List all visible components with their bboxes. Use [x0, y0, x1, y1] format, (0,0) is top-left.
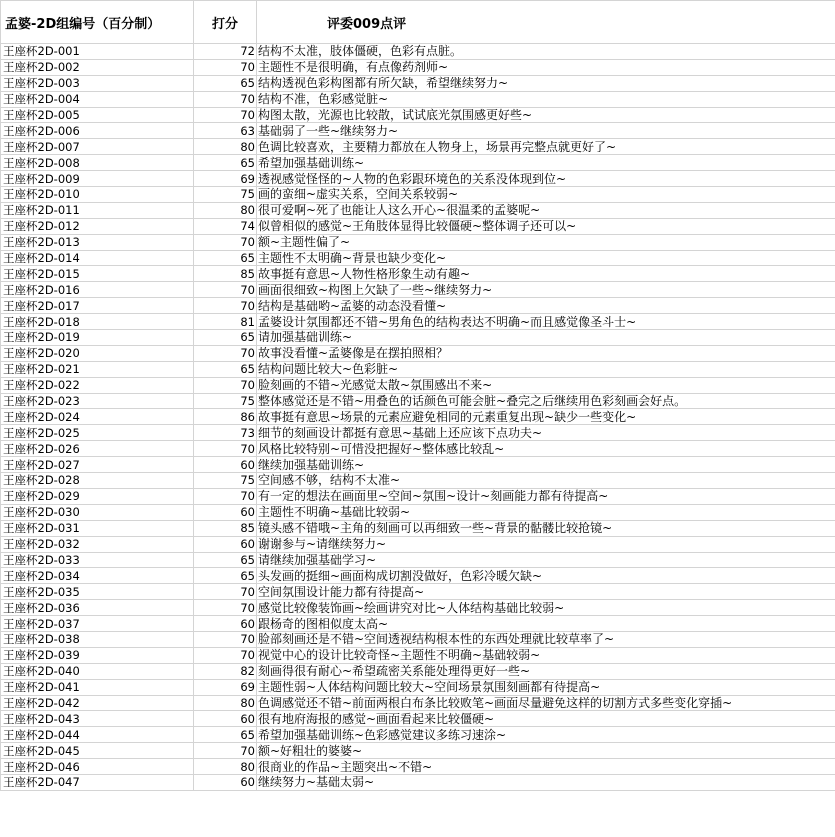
id-cell[interactable]: 王座杯2D-041 [1, 679, 194, 695]
comment-cell[interactable]: 风格比较特别~可惜没把握好~整体感比较乱~ [257, 441, 835, 457]
score-cell[interactable]: 65 [194, 552, 257, 568]
table-row [1, 187, 835, 203]
table-row [1, 631, 835, 647]
id-cell[interactable]: 王座杯2D-012 [1, 218, 194, 234]
id-cell[interactable]: 王座杯2D-025 [1, 425, 194, 441]
score-cell[interactable]: 72 [194, 44, 257, 60]
score-cell[interactable]: 65 [194, 75, 257, 91]
id-cell[interactable]: 王座杯2D-047 [1, 774, 194, 790]
score-cell[interactable]: 60 [194, 711, 257, 727]
comment-cell[interactable]: 请继续加强基础学习~ [257, 552, 835, 568]
table-row [1, 488, 835, 504]
score-cell[interactable]: 81 [194, 314, 257, 330]
table-row [1, 441, 835, 457]
comment-cell[interactable]: 色调感觉还不错~前面两根白布条比较败笔~画面尽量避免这样的切割方式多些变化穿插~ [257, 695, 835, 711]
table-row [1, 234, 835, 250]
comment-cell[interactable]: 希望加强基础训练~ [257, 155, 835, 171]
table-row [1, 568, 835, 584]
table-row [1, 647, 835, 663]
comment-cell[interactable]: 结构不准，色彩感觉脏~ [257, 91, 835, 107]
score-cell[interactable]: 70 [194, 345, 257, 361]
table-row [1, 330, 835, 346]
comment-cell[interactable]: 结构不太准，肢体僵硬，色彩有点脏。 [257, 44, 835, 60]
score-cell[interactable]: 70 [194, 91, 257, 107]
id-cell[interactable]: 王座杯2D-036 [1, 600, 194, 616]
id-cell[interactable]: 王座杯2D-035 [1, 584, 194, 600]
score-cell[interactable]: 65 [194, 250, 257, 266]
id-cell[interactable]: 王座杯2D-020 [1, 345, 194, 361]
comment-cell[interactable]: 画的蛮细~虚实关系，空间关系较弱~ [257, 187, 835, 203]
comment-cell[interactable]: 整体感觉还是不错~用叠色的话颜色可能会脏~叠完之后继续用色彩刻画会好点。 [257, 393, 835, 409]
table-row [1, 600, 835, 616]
id-cell[interactable]: 王座杯2D-007 [1, 139, 194, 155]
comment-cell[interactable]: 脸刻画的不错~光感觉太散~氛围感出不来~ [257, 377, 835, 393]
id-cell[interactable]: 王座杯2D-006 [1, 123, 194, 139]
table-row [1, 75, 835, 91]
score-cell[interactable]: 65 [194, 568, 257, 584]
comment-cell[interactable]: 刻画得很有耐心~希望疏密关系能处理得更好一些~ [257, 663, 835, 679]
table-row [1, 743, 835, 759]
id-cell[interactable]: 王座杯2D-042 [1, 695, 194, 711]
comment-cell[interactable]: 透视感觉怪怪的~人物的色彩跟环境色的关系没体现到位~ [257, 171, 835, 187]
table-row [1, 727, 835, 743]
comment-cell[interactable]: 跟杨奇的图相似度太高~ [257, 616, 835, 632]
id-cell[interactable]: 王座杯2D-031 [1, 520, 194, 536]
table-row [1, 314, 835, 330]
comment-cell[interactable]: 空间感不够，结构不太准~ [257, 473, 835, 489]
comment-cell[interactable]: 构图太散，光源也比较散，试试底光氛围感更好些~ [257, 107, 835, 123]
comment-cell[interactable]: 很有地府海报的感觉~画面看起来比较僵硬~ [257, 711, 835, 727]
table-row [1, 425, 835, 441]
comment-cell[interactable]: 希望加强基础训练~色彩感觉建议多练习速涂~ [257, 727, 835, 743]
table-row [1, 139, 835, 155]
comment-cell[interactable]: 似曾相似的感觉~王角肢体显得比较僵硬~整体调子还可以~ [257, 218, 835, 234]
id-cell[interactable]: 王座杯2D-019 [1, 330, 194, 346]
table-row [1, 679, 835, 695]
id-cell[interactable]: 王座杯2D-001 [1, 44, 194, 60]
table-row [1, 504, 835, 520]
score-cell[interactable]: 69 [194, 171, 257, 187]
comment-cell[interactable]: 继续努力~基础太弱~ [257, 774, 835, 790]
comment-cell[interactable]: 头发画的挺细~画面构成切割没做好，色彩冷暖欠缺~ [257, 568, 835, 584]
id-cell[interactable]: 王座杯2D-011 [1, 202, 194, 218]
table-row [1, 202, 835, 218]
comment-cell[interactable]: 额~主题性偏了~ [257, 234, 835, 250]
comment-cell[interactable]: 主题性不明确~基础比较弱~ [257, 504, 835, 520]
table-row [1, 457, 835, 473]
header-row [1, 1, 835, 44]
score-cell[interactable]: 75 [194, 393, 257, 409]
score-cell[interactable]: 70 [194, 600, 257, 616]
id-cell[interactable]: 王座杯2D-037 [1, 616, 194, 632]
comment-cell[interactable]: 很商业的作品~主题突出~不错~ [257, 759, 835, 775]
comment-cell[interactable]: 故事挺有意思~场景的元素应避免相同的元素重复出现~缺少一些变化~ [257, 409, 835, 425]
score-cell[interactable]: 65 [194, 727, 257, 743]
comment-cell[interactable]: 视觉中心的设计比较奇怪~主题性不明确~基础较弱~ [257, 647, 835, 663]
score-cell[interactable]: 70 [194, 743, 257, 759]
score-cell[interactable]: 70 [194, 441, 257, 457]
comment-cell[interactable]: 故事挺有意思~人物性格形象生动有趣~ [257, 266, 835, 282]
id-cell[interactable]: 王座杯2D-009 [1, 171, 194, 187]
id-cell[interactable]: 王座杯2D-023 [1, 393, 194, 409]
table-row [1, 59, 835, 75]
score-cell[interactable]: 63 [194, 123, 257, 139]
id-cell[interactable]: 王座杯2D-017 [1, 298, 194, 314]
table-row [1, 282, 835, 298]
score-cell[interactable]: 60 [194, 616, 257, 632]
id-cell[interactable]: 王座杯2D-024 [1, 409, 194, 425]
score-cell[interactable]: 70 [194, 282, 257, 298]
comment-cell[interactable]: 故事没看懂~孟婆像是在摆拍照相？ [257, 345, 835, 361]
score-cell[interactable]: 70 [194, 488, 257, 504]
score-cell[interactable]: 85 [194, 520, 257, 536]
id-cell[interactable]: 王座杯2D-029 [1, 488, 194, 504]
table-row [1, 91, 835, 107]
id-cell[interactable]: 王座杯2D-016 [1, 282, 194, 298]
score-cell[interactable]: 86 [194, 409, 257, 425]
table-row [1, 377, 835, 393]
header-id-cell[interactable]: 孟婆-2D组编号（百分制） [1, 1, 194, 44]
id-cell[interactable]: 王座杯2D-014 [1, 250, 194, 266]
table-row [1, 218, 835, 234]
comment-cell[interactable]: 结构问题比较大~色彩脏~ [257, 361, 835, 377]
table-row [1, 123, 835, 139]
table-row [1, 536, 835, 552]
header-comment-cell[interactable]: 评委009点评 [257, 1, 835, 44]
score-cell[interactable]: 73 [194, 425, 257, 441]
id-cell[interactable]: 王座杯2D-004 [1, 91, 194, 107]
id-cell[interactable]: 王座杯2D-008 [1, 155, 194, 171]
score-cell[interactable]: 65 [194, 155, 257, 171]
table-row [1, 171, 835, 187]
score-cell[interactable]: 65 [194, 330, 257, 346]
comment-cell[interactable]: 请加强基础训练~ [257, 330, 835, 346]
id-cell[interactable]: 王座杯2D-022 [1, 377, 194, 393]
comment-cell[interactable]: 谢谢参与~请继续努力~ [257, 536, 835, 552]
comment-cell[interactable]: 很可爱啊~死了也能让人这么开心~很温柔的孟婆呢~ [257, 202, 835, 218]
score-cell[interactable]: 70 [194, 647, 257, 663]
table-row [1, 520, 835, 536]
score-cell[interactable]: 60 [194, 457, 257, 473]
comment-cell[interactable]: 主题性不太明确~背景也缺少变化~ [257, 250, 835, 266]
score-cell[interactable]: 65 [194, 361, 257, 377]
id-cell[interactable]: 王座杯2D-045 [1, 743, 194, 759]
id-cell[interactable]: 王座杯2D-033 [1, 552, 194, 568]
table-row [1, 759, 835, 775]
table-row [1, 107, 835, 123]
table-row [1, 552, 835, 568]
id-cell[interactable]: 王座杯2D-013 [1, 234, 194, 250]
table-row [1, 250, 835, 266]
score-cell[interactable]: 70 [194, 631, 257, 647]
id-cell[interactable]: 王座杯2D-030 [1, 504, 194, 520]
id-cell[interactable]: 王座杯2D-005 [1, 107, 194, 123]
id-cell[interactable]: 王座杯2D-018 [1, 314, 194, 330]
comment-cell[interactable]: 孟婆设计氛围都还不错~男角色的结构表达不明确~而且感觉像圣斗士~ [257, 314, 835, 330]
score-cell[interactable]: 74 [194, 218, 257, 234]
score-cell[interactable]: 85 [194, 266, 257, 282]
comment-cell[interactable]: 感觉比较像装饰画~绘画讲究对比~人体结构基础比较弱~ [257, 600, 835, 616]
id-cell[interactable]: 王座杯2D-003 [1, 75, 194, 91]
id-cell[interactable]: 王座杯2D-010 [1, 187, 194, 203]
score-cell[interactable]: 60 [194, 774, 257, 790]
comment-cell[interactable]: 继续加强基础训练~ [257, 457, 835, 473]
comment-cell[interactable]: 镜头感不错哦~主角的刻画可以再细致一些~背景的骷髅比较抢镜~ [257, 520, 835, 536]
comment-cell[interactable]: 有一定的想法在画面里~空间~氛围~设计~刻画能力都有待提高~ [257, 488, 835, 504]
score-cell[interactable]: 69 [194, 679, 257, 695]
comment-cell[interactable]: 主题性不是很明确，有点像药剂师~ [257, 59, 835, 75]
table-row [1, 44, 835, 60]
score-cell[interactable]: 75 [194, 187, 257, 203]
table-row [1, 695, 835, 711]
table-row [1, 155, 835, 171]
score-cell[interactable]: 60 [194, 504, 257, 520]
score-cell[interactable]: 82 [194, 663, 257, 679]
id-cell[interactable]: 王座杯2D-040 [1, 663, 194, 679]
table-row [1, 584, 835, 600]
table-body [1, 44, 835, 791]
id-cell[interactable]: 王座杯2D-032 [1, 536, 194, 552]
comment-cell[interactable]: 画面很细致~构图上欠缺了一些~继续努力~ [257, 282, 835, 298]
id-cell[interactable]: 王座杯2D-026 [1, 441, 194, 457]
comment-cell[interactable]: 基础弱了一些~继续努力~ [257, 123, 835, 139]
table-row [1, 393, 835, 409]
id-cell[interactable]: 王座杯2D-021 [1, 361, 194, 377]
score-cell[interactable]: 70 [194, 377, 257, 393]
score-cell[interactable]: 60 [194, 536, 257, 552]
id-cell[interactable]: 王座杯2D-038 [1, 631, 194, 647]
table-row [1, 266, 835, 282]
table-row [1, 774, 835, 790]
id-cell[interactable]: 王座杯2D-034 [1, 568, 194, 584]
header-score-cell[interactable]: 打分 [194, 1, 257, 44]
score-cell[interactable]: 80 [194, 139, 257, 155]
comment-cell[interactable]: 色调比较喜欢，主要精力都放在人物身上，场景再完整点就更好了~ [257, 139, 835, 155]
table-row [1, 298, 835, 314]
table-row [1, 345, 835, 361]
score-cell[interactable]: 80 [194, 695, 257, 711]
id-cell[interactable]: 王座杯2D-039 [1, 647, 194, 663]
comment-cell[interactable]: 细节的刻画设计都挺有意思~基础上还应该下点功夫~ [257, 425, 835, 441]
id-cell[interactable]: 王座杯2D-002 [1, 59, 194, 75]
comment-cell[interactable]: 空间氛围设计能力都有待提高~ [257, 584, 835, 600]
id-cell[interactable]: 王座杯2D-015 [1, 266, 194, 282]
comment-cell[interactable]: 主题性弱~人体结构问题比较大~空间场景氛围刻画都有待提高~ [257, 679, 835, 695]
score-cell[interactable]: 70 [194, 59, 257, 75]
table-row [1, 409, 835, 425]
id-cell[interactable]: 王座杯2D-027 [1, 457, 194, 473]
score-cell[interactable]: 80 [194, 759, 257, 775]
comment-cell[interactable]: 结构是基础哟~孟婆的动态没看懂~ [257, 298, 835, 314]
score-cell[interactable]: 70 [194, 298, 257, 314]
table-row [1, 711, 835, 727]
id-cell[interactable]: 王座杯2D-046 [1, 759, 194, 775]
table-row [1, 616, 835, 632]
comment-cell[interactable]: 额~好粗壮的婆婆~ [257, 743, 835, 759]
score-cell[interactable]: 70 [194, 584, 257, 600]
score-cell[interactable]: 70 [194, 234, 257, 250]
comment-cell[interactable]: 脸部刻画还是不错~空间透视结构根本性的东西处理就比较草率了~ [257, 631, 835, 647]
table-row [1, 663, 835, 679]
table-row [1, 361, 835, 377]
comment-cell[interactable]: 结构透视色彩构图都有所欠缺，希望继续努力~ [257, 75, 835, 91]
id-cell[interactable]: 王座杯2D-028 [1, 473, 194, 489]
table-row [1, 473, 835, 489]
score-cell[interactable]: 70 [194, 107, 257, 123]
score-cell[interactable]: 80 [194, 202, 257, 218]
id-cell[interactable]: 王座杯2D-044 [1, 727, 194, 743]
id-cell[interactable]: 王座杯2D-043 [1, 711, 194, 727]
score-cell[interactable]: 75 [194, 473, 257, 489]
